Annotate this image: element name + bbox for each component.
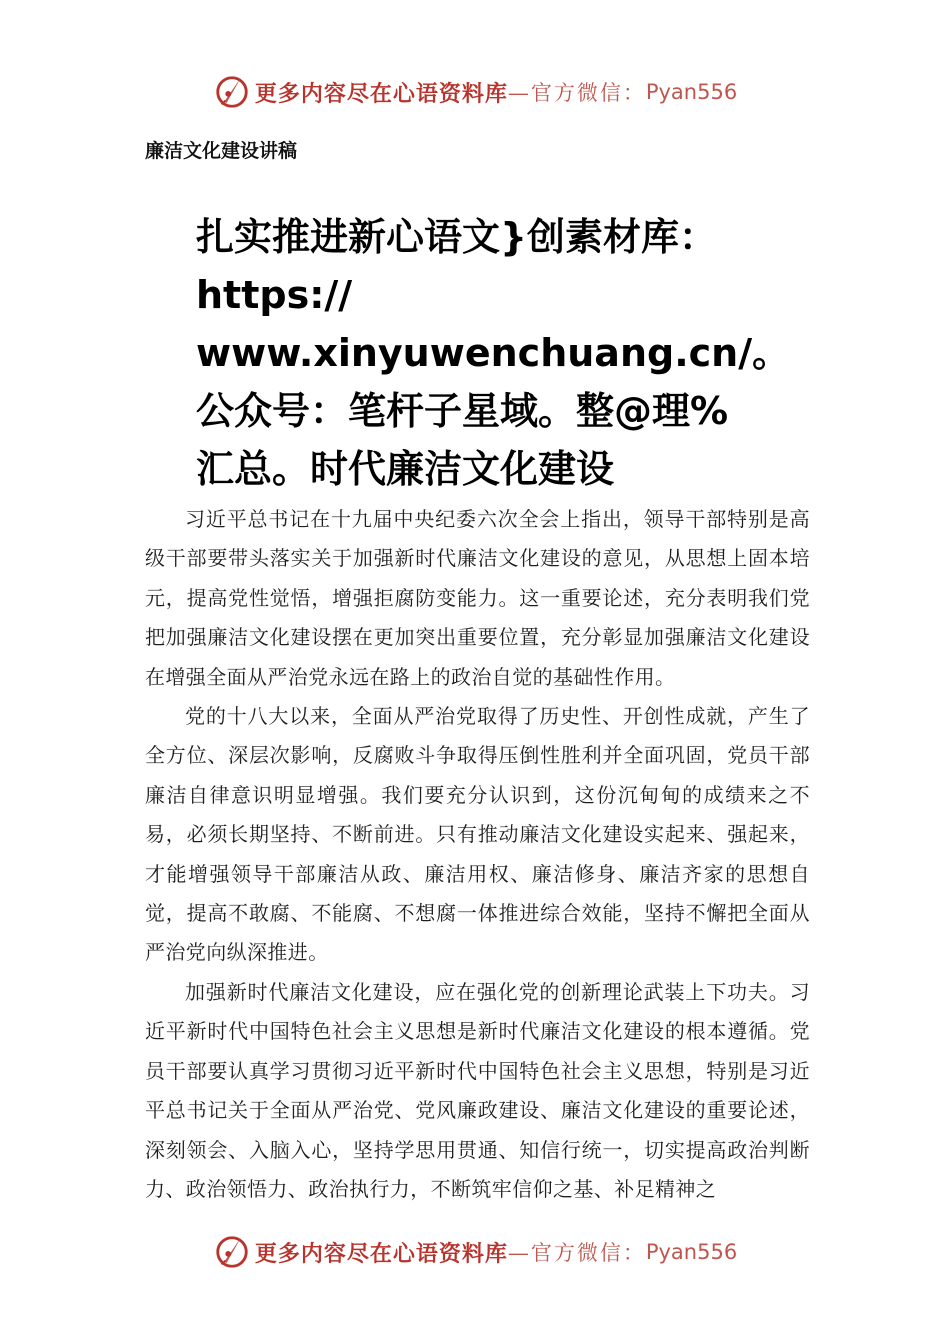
headline-line: 公众号：笔杆子星域。整@理% [196, 389, 729, 433]
banner-main-text: 更多内容尽在心语资料库 [254, 1240, 508, 1267]
headline-line: 汇总。时代廉洁文化建设 [196, 447, 615, 491]
document-headline [196, 208, 816, 498]
banner-sub-text: —官方微信： [507, 1241, 646, 1265]
header-banner [0, 72, 950, 112]
headline-line: www.xinyuwenchuang.cn/。 [196, 331, 791, 375]
banner-sub-text: —官方微信： [507, 81, 646, 105]
body-paragraph: 加强新时代廉洁文化建设，应在强化党的创新理论武装上下功夫。习近平新时代中国特色社会主义思想是新时代廉洁文化建设的根本遵循。党员干部要认真学习贯彻习近平新时代中国特色社会主义思想，特别是习近平总书记关于全面从严治党、党风廉政建设、廉洁文化建设的重要论述，深刻领会、入脑入心，坚持学思用贯通、知信行统一，切实提高政治判断力、政治领悟力、政治执行力，不断筑牢信仰之基、补足精神之 [145, 979, 810, 1201]
quill-pen-logo-icon [213, 73, 251, 111]
headline-line: 扎实推进新心语文}创素材库： [196, 215, 718, 259]
body-paragraph: 习近平总书记在十九届中央纪委六次全会上指出，领导干部特别是高级干部要带头落实关于加强新时代廉洁文化建设的意见，从思想上固本培元，提高党性觉悟，增强拒腐防变能力。这一重要论述，充分表明我们党把加强廉洁文化建设摆在更加突出重要位置，充分彰显加强廉洁文化建设在增强全面从严治党永远在路上的政治自觉的基础性作用。 [145, 507, 810, 689]
document-label: 廉洁文化建设讲稿 [145, 140, 298, 162]
banner-wechat-id: Pyan556 [645, 80, 738, 104]
body-paragraph: 党的十八大以来，全面从严治党取得了历史性、开创性成就，产生了全方位、深层次影响，反腐败斗争取得压倒性胜利并全面巩固，党员干部廉洁自律意识明显增强。我们要充分认识到，这份沉甸甸的成绩来之不易，必须长期坚持、不断前进。只有推动廉洁文化建设实起来、强起来，才能增强领导干部廉洁从政、廉洁用权、廉洁修身、廉洁齐家的思想自觉，提高不敢腐、不能腐、不想腐一体推进综合效能，坚持不懈把全面从严治党向纵深推进。 [145, 704, 810, 965]
headline-line: https:// [196, 273, 353, 317]
footer-banner [0, 1232, 950, 1272]
banner-main-text: 更多内容尽在心语资料库 [254, 80, 508, 107]
document-body [145, 500, 810, 1209]
quill-pen-logo-icon [213, 1233, 251, 1271]
banner-wechat-id: Pyan556 [645, 1240, 738, 1264]
